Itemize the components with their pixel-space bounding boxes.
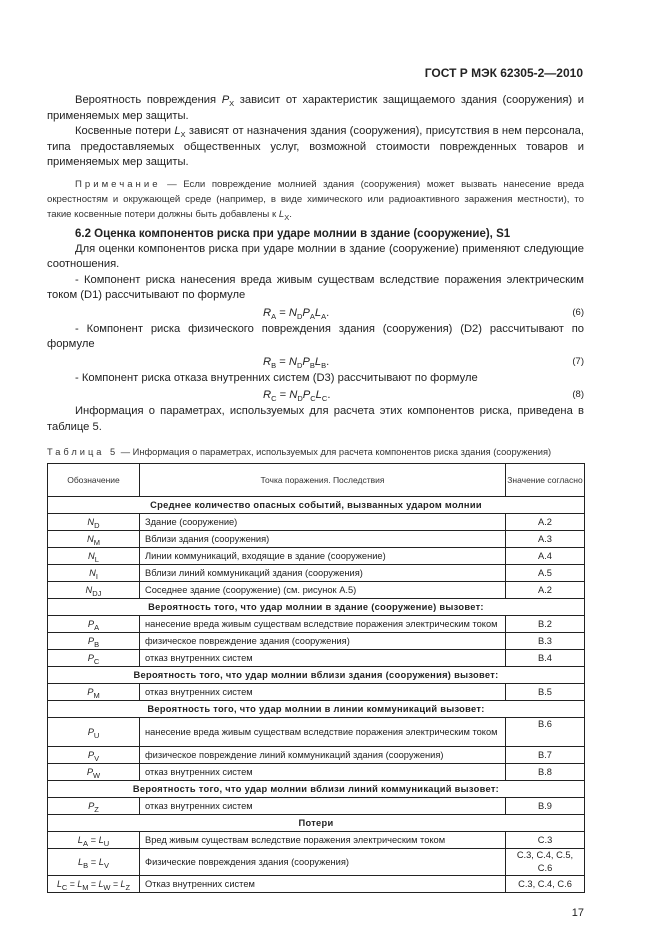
formula-8: $R_C = N_DP_CL_C$. [263, 389, 331, 403]
reference-cell: B.7 [506, 747, 585, 764]
symbol: P [86, 766, 94, 777]
subscript: B [83, 860, 89, 870]
symbol-cell [48, 718, 140, 747]
equation-number: (6) [572, 306, 584, 318]
s: N [288, 355, 297, 368]
symbol-cell [48, 514, 140, 531]
paragraph-indirect-losses [47, 124, 584, 171]
text: Косвенные потери [75, 125, 175, 137]
symbol-cell [48, 832, 140, 849]
description-cell: Физические повреждения здания (сооружения) [140, 849, 506, 876]
description-cell: физическое повреждение линий коммуникаций здания (сооружения) [140, 747, 506, 764]
subscript: C [93, 656, 100, 666]
subscript: X [284, 212, 290, 222]
description-cell: Линии коммуникаций, входящие в здание (сооружение) [140, 548, 506, 565]
description-cell: отказ внутренних систем [140, 764, 506, 781]
s: C [310, 394, 316, 403]
symbol: L [120, 878, 126, 889]
s: C [271, 394, 277, 403]
s: N [288, 306, 297, 319]
description-cell: отказ внутренних систем [140, 650, 506, 667]
s: B [321, 360, 327, 370]
s: A [271, 311, 277, 321]
reference-cell: C.3, C.4, C.5, C.6 [506, 849, 585, 876]
subscript: D [94, 520, 100, 530]
text: Вероятность повреждения [75, 94, 222, 106]
section-title: Вероятность того, что удар молнии в здание (сооружение) вызовет: [48, 599, 585, 616]
table-row [48, 798, 585, 815]
description-cell: Отказ внутренних систем [140, 876, 506, 893]
symbol-cell [48, 633, 140, 650]
table-row [48, 684, 585, 701]
formula-line-6 [47, 304, 584, 322]
s: P [302, 389, 311, 401]
table-row [48, 832, 585, 849]
subscript: V [103, 860, 109, 870]
table-row [48, 582, 585, 599]
s: P [302, 355, 310, 368]
symbol: L [278, 208, 285, 220]
reference-cell: B.5 [506, 684, 585, 701]
symbol: N [89, 567, 96, 578]
subscript: U [93, 730, 100, 740]
symbol: L [174, 125, 181, 137]
symbol: N [87, 533, 94, 544]
table-section-row [48, 815, 585, 832]
column-header: Обозначение [48, 464, 140, 497]
symbol-cell [48, 616, 140, 633]
symbol: L [98, 856, 104, 867]
s: B [309, 360, 315, 370]
symbol: P [87, 618, 95, 629]
column-header: Значение согласно [506, 464, 585, 497]
equals: = [88, 856, 99, 867]
text: зависят от назначения здания (сооружения), присутствия в нем персонала, типа предоставляемых общественных услуг, возможной стоимости поврежденных товаров и применяемых мер защиты. [47, 125, 584, 168]
document-body [47, 93, 584, 919]
subscript: B [94, 639, 100, 649]
symbol-cell [48, 849, 140, 876]
s: D [296, 360, 303, 370]
text: — Если повреждение молнией здания (сооружения) может вызвать нанесение вреда окрестностям и окружающей среде (например, в виде химического или радиоактивного заражения местности), то такие косвенные потери должны быть добавлены к [47, 178, 584, 220]
symbol: P [87, 635, 95, 646]
s: C [321, 394, 328, 403]
s: A [309, 311, 315, 321]
description-cell: физическое повреждение здания (сооружения) [140, 633, 506, 650]
s: A [321, 311, 327, 321]
equals: = [110, 878, 121, 889]
table-row [48, 616, 585, 633]
table-row [48, 548, 585, 565]
section-outro: Информация о параметрах, используемых для расчета этих компонентов риска, приведена в таблице 5. [47, 405, 584, 433]
note-label: Примечание [75, 178, 161, 190]
reference-cell: B.4 [506, 650, 585, 667]
symbol-cell [48, 548, 140, 565]
reference-cell: B.2 [506, 616, 585, 633]
subscript: A [82, 838, 88, 848]
section-intro: Для оценки компонентов риска при ударе молнии в здание (сооружение) применяют следующие соотношения. [47, 242, 584, 270]
s: B [271, 360, 277, 370]
symbol: N [85, 584, 93, 595]
item-d3-text: - Компонент риска отказа внутренних систем (D3) рассчитывают по формуле [75, 371, 478, 384]
s: R [263, 306, 272, 319]
section-heading: 6.2 Оценка компонентов риска при ударе молнии в здание (сооружение), S1 [75, 227, 511, 240]
equals: = [88, 878, 99, 889]
symbol: P [88, 800, 95, 811]
symbol-cell [48, 747, 140, 764]
equation-number: (8) [572, 389, 584, 400]
symbol: P [87, 749, 95, 760]
column-header: Точка поражения. Последствия [140, 464, 506, 497]
symbol: P [87, 726, 94, 737]
reference-cell: B.3 [506, 633, 585, 650]
subscript: M [82, 882, 89, 892]
parameters-table [47, 463, 585, 893]
description-cell: нанесение вреда живым существам вследствие поражения электрическим током [140, 616, 506, 633]
formula-7: $R_B = N_DP_BL_B$. [263, 355, 330, 370]
equals: = [87, 834, 99, 845]
reference-cell: B.8 [506, 764, 585, 781]
subscript: U [103, 838, 110, 848]
description-cell: Вблизи линий коммуникаций здания (сооружения) [140, 565, 506, 582]
reference-cell: B.9 [506, 798, 585, 815]
symbol: N [87, 516, 95, 527]
page-number: 17 [571, 907, 584, 919]
subscript: M [93, 690, 100, 700]
symbol: P [87, 652, 94, 663]
formula-line-7 [47, 353, 584, 371]
s: D [296, 311, 303, 321]
paragraph-probability [47, 93, 584, 124]
formula-6: $R_A = N_DP_AL_A$. [263, 306, 330, 321]
table-section-row [48, 497, 585, 514]
subscript: X [229, 99, 235, 108]
s: R [263, 355, 272, 368]
symbol-cell [48, 764, 140, 781]
reference-cell: A.2 [506, 514, 585, 531]
symbol-cell [48, 565, 140, 582]
description-cell: отказ внутренних систем [140, 684, 506, 701]
s: L [315, 389, 322, 401]
table-row [48, 633, 585, 650]
table-row [48, 565, 585, 582]
table-row [48, 764, 585, 781]
subscript: X [180, 130, 186, 139]
note [47, 177, 584, 222]
subscript: L [94, 554, 99, 564]
reference-cell: A.3 [506, 531, 585, 548]
description-cell: Вред живым существам вследствие поражения электрическим током [140, 832, 506, 849]
s: N [289, 389, 298, 401]
description-cell: Соседнее здание (сооружение) (см. рисунок А.5) [140, 582, 506, 599]
s: L [314, 355, 322, 368]
symbol: L [77, 878, 83, 889]
symbol: L [56, 878, 62, 889]
table-row [48, 747, 585, 764]
caption-label: Таблица 5 [47, 447, 119, 457]
description-cell: Здание (сооружение) [140, 514, 506, 531]
subscript: V [94, 753, 100, 763]
symbol-cell [48, 876, 140, 893]
document-id: ГОСТ Р МЭК 62305-2—2010 [424, 66, 583, 80]
section-title: Потери [48, 815, 585, 832]
subscript: Z [125, 882, 131, 892]
equals: = [67, 878, 78, 889]
symbol-cell [48, 650, 140, 667]
item-d1-text: - Компонент риска нанесения вреда живым существам вследствие поражения электрическим током (D1) рассчитывают по формуле [47, 273, 584, 301]
symbol-cell [48, 582, 140, 599]
subscript: C [61, 882, 68, 892]
symbol: P [87, 686, 94, 697]
symbol: L [77, 834, 83, 845]
table-row [48, 531, 585, 548]
s: R [263, 389, 272, 401]
s: L [314, 306, 322, 319]
reference-cell: A.5 [506, 565, 585, 582]
symbol: N [88, 550, 95, 561]
s: D [297, 394, 303, 403]
symbol: L [98, 834, 104, 845]
text: зависит от характеристик защищаемого здания (сооружения) и применяемых мер защиты. [47, 94, 584, 122]
table-section-row [48, 701, 585, 718]
subscript: W [103, 882, 111, 892]
table-row [48, 650, 585, 667]
formula-line-8 [47, 386, 584, 404]
subscript: DJ [92, 588, 102, 598]
symbol: L [78, 856, 84, 867]
table-header [48, 464, 585, 497]
subscript: W [93, 770, 101, 780]
symbol-cell [48, 684, 140, 701]
description-cell: отказ внутренних систем [140, 798, 506, 815]
section-title: Среднее количество опасных событий, вызванных ударом молнии [48, 497, 585, 514]
s: P [302, 306, 310, 319]
reference-cell: C.3, C.4, C.6 [506, 876, 585, 893]
reference-cell: C.3 [506, 832, 585, 849]
description-cell: нанесение вреда живым существам вследствие поражения электрическим током [140, 718, 506, 747]
subscript: Z [94, 804, 99, 814]
item-d2-text: - Компонент риска физического повреждения здания (сооружения) (D2) рассчитывают по формуле [47, 322, 584, 350]
table-caption [47, 445, 584, 459]
text: . [289, 208, 292, 220]
table-section-row [48, 667, 585, 684]
section-title: Вероятность того, что удар молнии в линии коммуникаций вызовет: [48, 701, 585, 718]
equation-number: (7) [572, 355, 584, 367]
symbol-cell [48, 531, 140, 548]
subscript: M [93, 537, 100, 547]
symbol: L [98, 878, 104, 889]
section-title: Вероятность того, что удар молнии вблизи линий коммуникаций вызовет: [48, 781, 585, 798]
table-row [48, 849, 585, 876]
table-row [48, 514, 585, 531]
subscript: I [95, 571, 98, 581]
symbol-cell [48, 798, 140, 815]
table-section-row [48, 781, 585, 798]
section-title: Вероятность того, что удар молнии вблизи здания (сооружения) вызовет: [48, 667, 585, 684]
reference-cell: A.4 [506, 548, 585, 565]
caption-text: — Информация о параметрах, используемых для расчета компонентов риска здания (сооружения) [118, 447, 552, 457]
table-section-row [48, 599, 585, 616]
table-row [48, 718, 585, 747]
table-row [48, 876, 585, 893]
subscript: A [94, 622, 100, 632]
reference-cell: A.2 [506, 582, 585, 599]
symbol: P [221, 94, 230, 106]
description-cell: Вблизи здания (сооружения) [140, 531, 506, 548]
reference-cell: B.6 [506, 718, 585, 747]
